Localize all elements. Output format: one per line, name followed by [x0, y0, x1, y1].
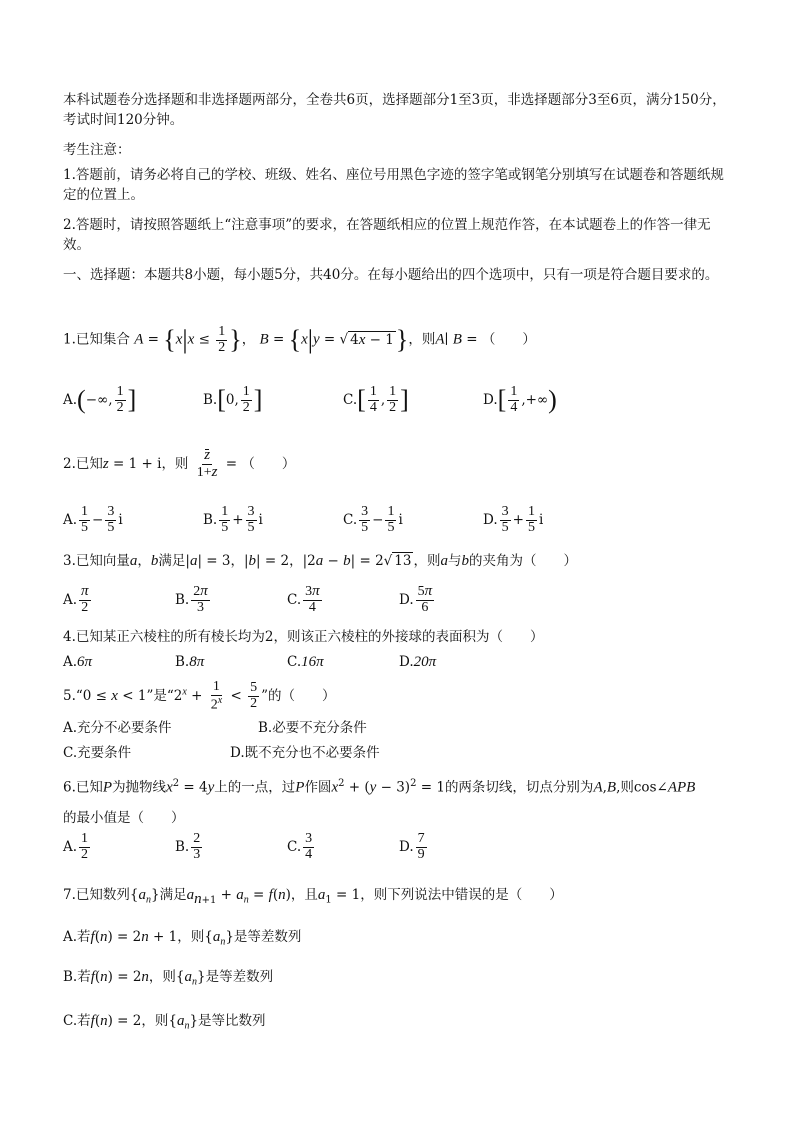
q7-option-a[interactable]: A.若f(n) = 2n + 1，则$\{a_n\}$是等差数列 [63, 929, 302, 948]
q2-option-b[interactable]: B. $\frac{1}{5}$ + $\frac{3}{5}$ i [203, 504, 263, 535]
q6-option-a[interactable]: A. $\frac{1}{2}$ [63, 831, 89, 862]
q1-option-b[interactable]: B. [ 0, $\frac{1}{2}$ ] [203, 384, 263, 415]
q3-option-a[interactable]: A. $\frac{\pi}{2}$ [63, 583, 89, 615]
q1-option-c[interactable]: C. [ $\frac{1}{4}$ , $\frac{1}{2}$ ] [343, 384, 409, 415]
question-3-stem: 3.已知向量a，b满足|a| = 3，|b| = 2，|2a − b| = 2√ 13 ，则a与b的夹角为（ ） [63, 553, 577, 569]
q6-option-c[interactable]: C. $\frac{3}{4}$ [287, 831, 313, 862]
question-6-stem-cont: 的最小值是（ ） [63, 810, 185, 826]
question-7-stem: 7.已知数列$\{a_n\}$满足$a_{n+1} + a_n = f(n)$，且$a_1 = 1$，则下列说法中错误的是（ ） [63, 887, 563, 907]
question-2-options [63, 505, 731, 545]
q2-option-a[interactable]: A. $\frac{1}{5}$ − $\frac{3}{5}$ i [63, 504, 123, 535]
q4-option-c[interactable]: C. 16π [287, 654, 324, 671]
q1-option-a[interactable]: A. ( −∞, $\frac{1}{2}$ ] [63, 384, 137, 415]
q6-option-d[interactable]: D. $\frac{7}{9}$ [399, 831, 425, 862]
q7-option-b[interactable]: B.若f(n) = 2n，则$\{a_n\}$是等差数列 [63, 969, 274, 988]
question-4-stem: 4.已知某正六棱柱的所有棱长均为2，则该正六棱柱的外接球的表面积为（ ） [63, 629, 544, 645]
question-6-stem: 6.已知P为抛物线$x^2 = 4y$上的一点，过P作圆$x^2 + (y - 3)^2 = 1$的两条切线，切点分别为A,B,则cos∠APB [63, 778, 696, 796]
notice-1: 1.答题前，请务必将自己的学校、班级、姓名、座位号用黑色字迹的签字笔或钢笔分别填写在试题卷和答题纸规定的位置上。 [63, 167, 724, 204]
q4-option-b[interactable]: B. 8π [175, 654, 205, 671]
question-6-options [63, 832, 731, 872]
section-heading: 一、选择题：本题共8小题，每小题5分，共40分。在每小题给出的四个选项中，只有一项是符合题目要求的。 [63, 267, 719, 283]
question-1-options [63, 385, 731, 425]
q2-option-d[interactable]: D. $\frac{3}{5}$ + $\frac{1}{5}$ i [483, 504, 544, 535]
q3-option-c[interactable]: C. $\frac{3\pi}{4}$ [287, 583, 320, 615]
q7-option-c[interactable]: C.若f(n) = 2，则$\{a_n\}$是等比数列 [63, 1013, 266, 1032]
notice-2: 2.答题时，请按照答题纸上“注意事项”的要求，在答题纸相应的位置上规范作答，在本试题卷上的作答一律无效。 [63, 217, 711, 254]
q5-option-c[interactable]: C.充要条件 [63, 745, 132, 761]
q3-option-d[interactable]: D. $\frac{5\pi}{6}$ [399, 583, 433, 615]
q6-option-b[interactable]: B. $\frac{2}{3}$ [175, 831, 201, 862]
intro-paragraph: 本科试题卷分选择题和非选择题两部分，全卷共6页，选择题部分1至3页，非选择题部分3至6页，满分150分，考试时间120分钟。 [63, 92, 726, 129]
q5-option-b[interactable]: B.必要不充分条件 [258, 720, 367, 736]
q4-option-d[interactable]: D. 20π [399, 654, 437, 671]
question-1-stem: 1.已知集合 A = {x|x ≤ $\frac{1}{2}$ }， B = {x|y = √ 4x − 1}，则A∣ B = （ ） [63, 324, 536, 355]
question-2-stem: 2.已知z = 1 + i，则 $\frac{z}{1+z}$ = （ ） [63, 447, 296, 480]
q5-option-a[interactable]: A.充分不必要条件 [63, 720, 172, 736]
question-5-stem: 5.“0 ≤ x < 1”是“$2^x$ + $\frac{1}{2^x}$ < $\frac{5}{2}$ ”的（ ） [63, 679, 336, 713]
q3-option-b[interactable]: B. $\frac{2\pi}{3}$ [175, 583, 208, 615]
q1-option-d[interactable]: D. [ $\frac{1}{4}$ ,+∞ ) [483, 384, 557, 415]
notice-title: 考生注意： [63, 142, 131, 158]
question-3-options [63, 584, 731, 624]
q4-option-a[interactable]: A. 6π [63, 654, 93, 671]
q2-option-c[interactable]: C. $\frac{3}{5}$ − $\frac{1}{5}$ i [343, 504, 403, 535]
q5-option-d[interactable]: D.既不充分也不必要条件 [230, 745, 380, 761]
